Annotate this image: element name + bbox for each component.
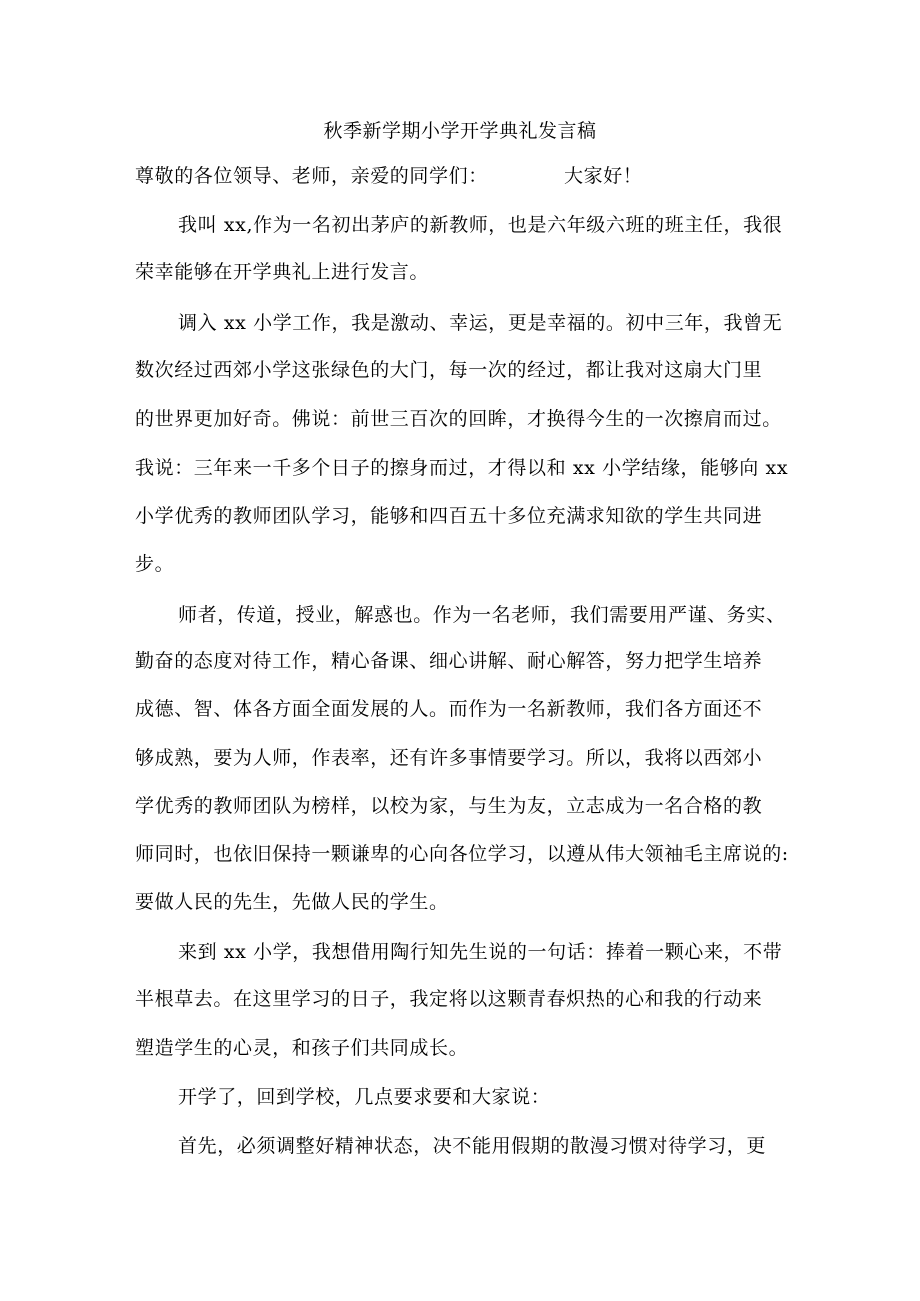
paragraph-line: 步。 [135, 553, 175, 575]
paragraph-line: 勤奋的态度对待工作，精心备课、细心讲解、耐心解答，努力把学生培养 [135, 650, 763, 672]
document-title: 秋季新学期小学开学典礼发言稿 [323, 120, 597, 142]
paragraph-line: 成德、智、体各方面全面发展的人。而作为一名新教师，我们各方面还不 [135, 698, 763, 720]
paragraph-line: 师同时，也依旧保持一颗谦卑的心向各位学习，以遵从伟大领袖毛主席说的: [135, 843, 789, 865]
paragraph-line: 我叫 xx,作为一名初出茅庐的新教师，也是六年级六班的班主任，我很 [178, 214, 783, 236]
paragraph-line: 要做人民的先生，先做人民的学生。 [135, 891, 449, 913]
greeting-hello: 大家好！ [564, 165, 643, 187]
paragraph-line: 半根草去。在这里学习的日子，我定将以这颗青春炽热的心和我的行动来 [135, 988, 763, 1010]
greeting-salutation: 尊敬的各位领导、老师，亲爱的同学们： [135, 165, 488, 187]
paragraph-line: 学优秀的教师团队为榜样，以校为家，与生为友，立志成为一名合格的教 [135, 795, 763, 817]
paragraph-line: 的世界更加好奇。佛说：前世三百次的回眸，才换得今生的一次擦肩而过。 [135, 408, 782, 430]
paragraph-line: 数次经过西郊小学这张绿色的大门，每一次的经过，都让我对这扇大门里 [135, 359, 763, 381]
paragraph-line: 够成熟，要为人师，作表率，还有许多事情要学习。所以，我将以西郊小 [135, 747, 763, 769]
paragraph-line: 来到 xx 小学，我想借用陶行知先生说的一句话：捧着一颗心来，不带 [178, 941, 783, 963]
paragraph-line: 荣幸能够在开学典礼上进行发言。 [135, 261, 430, 283]
paragraph-line: 我说：三年来一千多个日子的擦身而过，才得以和 xx 小学结缘，能够向 xx [135, 457, 789, 479]
paragraph-line: 调入 xx 小学工作，我是激动、幸运，更是幸福的。初中三年，我曾无 [178, 312, 783, 334]
paragraph-line: 小学优秀的教师团队学习，能够和四百五十多位充满求知欲的学生共同进 [135, 505, 763, 527]
paragraph-line: 首先，必须调整好精神状态，决不能用假期的散漫习惯对待学习，更 [178, 1135, 767, 1157]
paragraph-line: 塑造学生的心灵，和孩子们共同成长。 [135, 1037, 469, 1059]
paragraph-line: 开学了，回到学校，几点要求要和大家说： [178, 1086, 551, 1108]
paragraph-line: 师者，传道，授业，解惑也。作为一名老师，我们需要用严谨、务实、 [178, 604, 786, 626]
